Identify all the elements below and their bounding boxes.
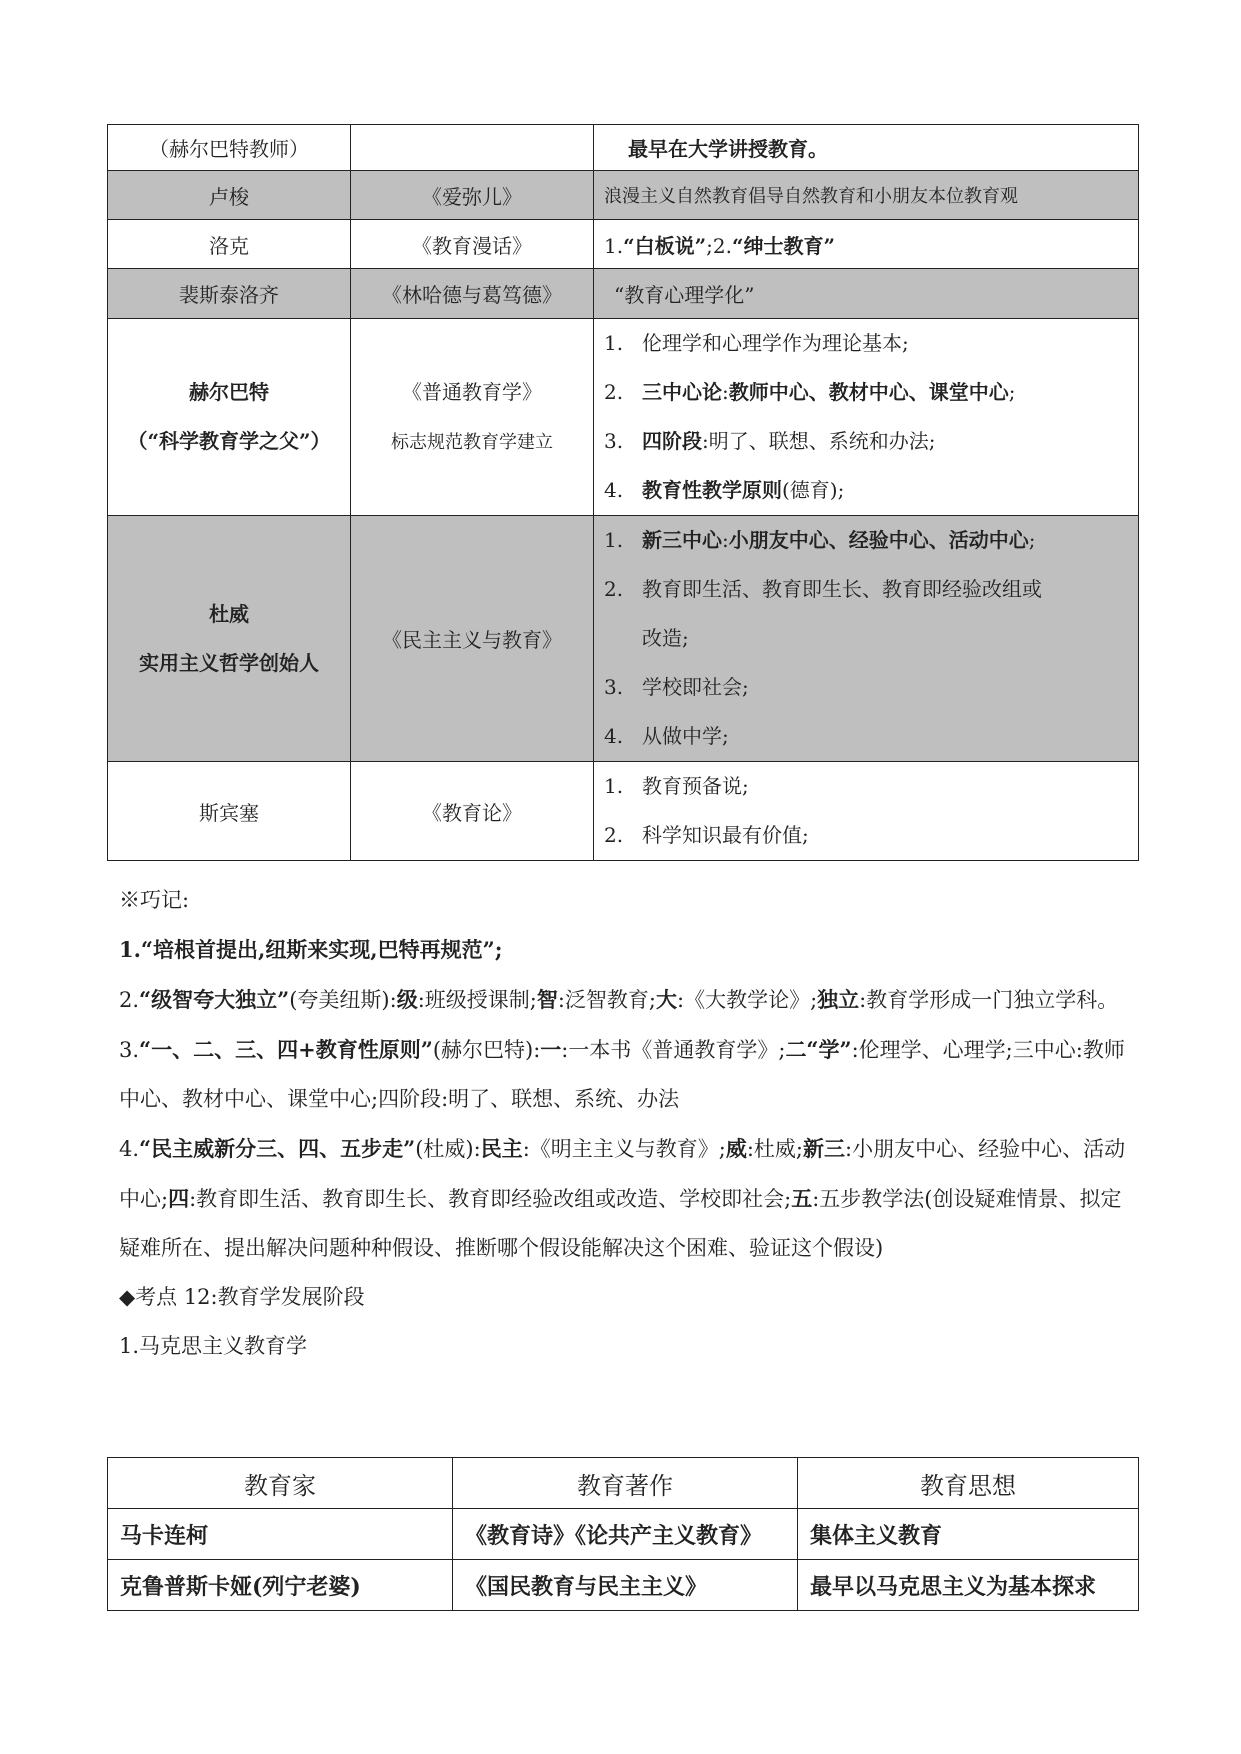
notes-heading: ※巧记:	[119, 888, 190, 912]
educator-cell: 斯宾塞	[108, 762, 351, 861]
table-row	[108, 220, 1139, 269]
idea-cell	[594, 762, 1139, 861]
list-item: 1. 教育预备说;	[604, 774, 749, 798]
idea-bold: “白板说”	[623, 233, 707, 258]
idea-cell	[594, 319, 1139, 516]
table-row	[108, 1509, 1139, 1560]
item-number: 1.	[604, 233, 624, 258]
list-item: 3. 学校即社会;	[604, 675, 749, 699]
educator-cell: 裴斯泰洛齐	[108, 269, 351, 319]
table-cell: 克鲁普斯卡娅(列宁老婆)	[108, 1560, 453, 1611]
idea-cell	[594, 516, 1139, 762]
list-item: 改造;	[642, 626, 689, 650]
table-cell: 马卡连柯	[108, 1509, 453, 1560]
list-item: 2. 教育即生活、教育即生长、教育即经验改组或	[604, 577, 1042, 601]
idea-cell	[594, 125, 1139, 171]
mnemonic-notes	[119, 876, 1131, 1371]
educator-cell: 洛克	[108, 220, 351, 269]
table-row	[108, 125, 1139, 171]
table-cell: 《国民教育与民主主义》	[453, 1560, 798, 1611]
list-item: 2. 科学知识最有价值;	[604, 823, 809, 847]
section-heading: ◆考点 12:教育学发展阶段	[119, 1285, 365, 1309]
list-item: 2. 三中心论:教师中心、教材中心、课堂中心;	[604, 380, 1016, 404]
idea-cell	[594, 220, 1139, 269]
work-cell: 《教育漫话》	[351, 220, 594, 269]
educator-cell	[108, 319, 351, 516]
table-row	[108, 762, 1139, 861]
note-3: 3.“一、二、三、四+教育性原则”(赫尔巴特):一:一本书《普通教育学》;二“学”:伦理学、心理学;三中心:教师中心、教材中心、课堂中心;四阶段:明了、联想、系统、办法	[119, 1037, 1125, 1111]
column-header: 教育家	[108, 1458, 453, 1509]
table-row	[108, 171, 1139, 220]
work-cell: 《林哈德与葛笃德》	[351, 269, 594, 319]
idea-cell: “教育心理学化”	[594, 269, 1139, 319]
educator-cell	[108, 516, 351, 762]
work-note: 标志规范教育学建立	[391, 431, 553, 453]
educator-name: 杜威	[209, 601, 249, 626]
list-item: 1. 新三中心:小朋友中心、经验中心、活动中心;	[604, 528, 1036, 552]
work-cell	[351, 125, 594, 171]
table-cell: 最早以马克思主义为基本探求	[798, 1560, 1139, 1611]
note-4: 4.“民主威新分三、四、五步走”(杜威):民主:《明主主义与教育》;威:杜威;新三:小朋友中心、经验中心、活动中心;四:教育即生活、教育即生长、教育即经验改组或改造、学校即社会;五:五步教学法(创设疑难情景、拟定疑难所在、提出解决问题种种假设、推断哪个假设能解决这个困难、验证这个假设)	[119, 1136, 1126, 1260]
table-row	[108, 516, 1139, 762]
table-cell: 集体主义教育	[798, 1509, 1139, 1560]
educator-cell: 卢梭	[108, 171, 351, 220]
list-item: 3. 四阶段:明了、联想、系统和办法;	[604, 429, 936, 453]
column-header: 教育著作	[453, 1458, 798, 1509]
list-item: 4. 从做中学;	[604, 724, 729, 748]
note-2: 2.“级智夸大独立”(夸美纽斯):级:班级授课制;智:泛智教育;大:《大教学论》;独立:教育学形成一门独立学科。	[119, 987, 1119, 1012]
work-cell	[351, 319, 594, 516]
table-row	[108, 319, 1139, 516]
idea-cell: 浪漫主义自然教育倡导自然教育和小朋友本位教育观	[594, 171, 1139, 220]
educator-name: 赫尔巴特	[189, 380, 269, 404]
educator-title: 实用主义哲学创始人	[139, 650, 319, 675]
list-item: 1. 伦理学和心理学作为理论基本;	[604, 331, 909, 355]
work-cell: 《爱弥儿》	[351, 171, 594, 220]
subsection-heading: 1.马克思主义教育学	[119, 1334, 308, 1358]
table-row	[108, 269, 1139, 319]
column-header: 教育思想	[798, 1458, 1139, 1509]
table-header-row	[108, 1458, 1139, 1509]
note-1: 1.“培根首提出,纽斯来实现,巴特再规范”;	[119, 937, 503, 962]
idea-text: 最早在大学讲授教育。	[628, 137, 828, 161]
work-title: 《普通教育学》	[402, 379, 542, 404]
idea-bold: “绅士教育”	[731, 233, 835, 258]
item-number: ;2.	[706, 233, 732, 258]
marxist-pedagogy-table	[107, 1457, 1139, 1611]
educator-title: （“科学教育学之父”）	[127, 429, 331, 453]
table-cell: 《教育诗》《论共产主义教育》	[453, 1509, 798, 1560]
work-cell: 《教育论》	[351, 762, 594, 861]
educator-cell: （赫尔巴特教师）	[108, 125, 351, 171]
table-row	[108, 1560, 1139, 1611]
educators-table	[107, 124, 1139, 861]
list-item: 4. 教育性教学原则(德育);	[604, 478, 845, 502]
work-cell: 《民主主义与教育》	[351, 516, 594, 762]
